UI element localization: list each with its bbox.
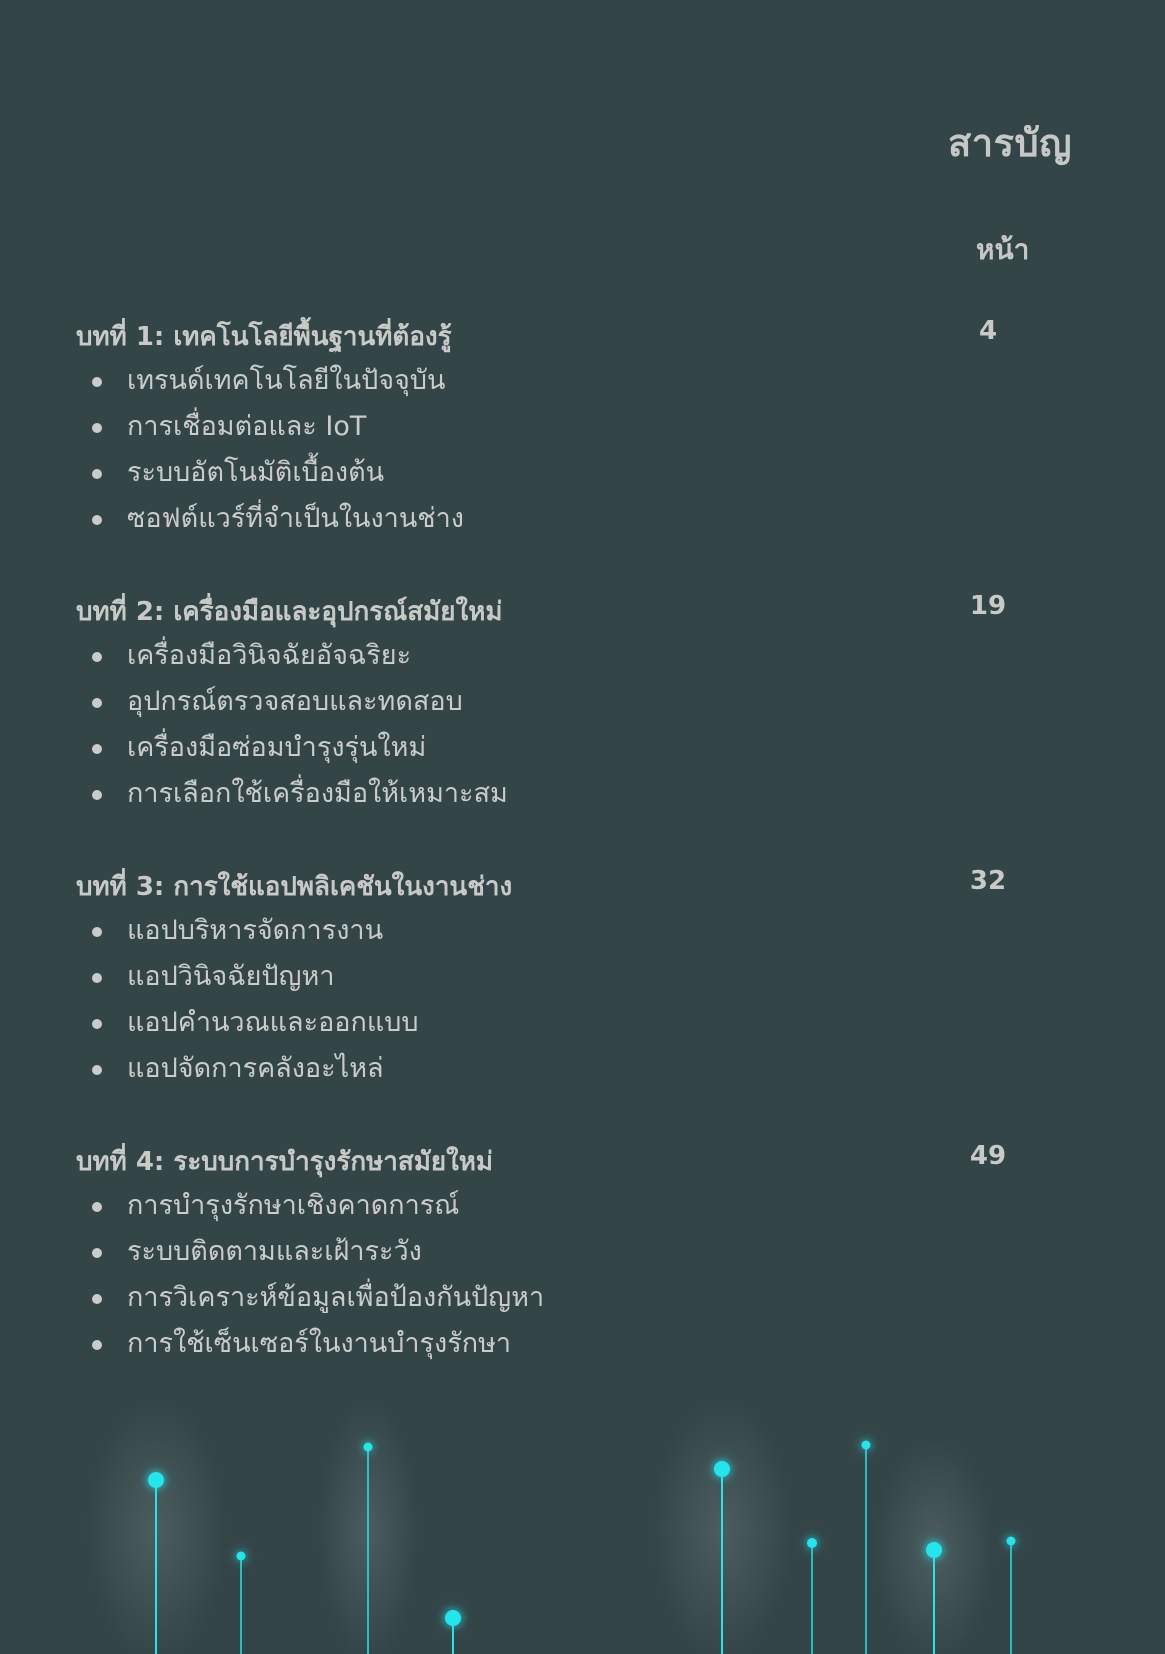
topic-list: [76, 358, 1076, 542]
bullet-icon: [92, 515, 102, 525]
table-of-contents: [76, 312, 1076, 1412]
list-item: [76, 1321, 1076, 1367]
page-title: สารบัญ: [948, 121, 1072, 165]
chapter-page-number: 4: [978, 316, 998, 346]
list-item: [76, 496, 1076, 542]
chapter-3: [76, 862, 1076, 1137]
topic-label: การเลือกใช้เครื่องมือให้เหมาะสม: [127, 778, 508, 809]
glow-line-1: [86, 1400, 226, 1654]
list-item: [76, 908, 1076, 954]
list-item: [76, 725, 1076, 771]
bullet-icon: [92, 1340, 102, 1350]
bullet-icon: [92, 1065, 102, 1075]
bullet-icon: [92, 698, 102, 708]
chapter-page-number: 49: [969, 1141, 1007, 1171]
bullet-icon: [92, 1019, 102, 1029]
list-item: [76, 1046, 1076, 1092]
topic-label: แอปคำนวณและออกแบบ: [127, 1007, 419, 1038]
topic-list: [76, 1183, 1076, 1367]
glow-line-2: [237, 1552, 246, 1654]
topic-list: [76, 908, 1076, 1092]
bullet-icon: [92, 744, 102, 754]
bullet-icon: [92, 973, 102, 983]
bullet-icon: [92, 1202, 102, 1212]
list-item: [76, 1229, 1076, 1275]
topic-label: เครื่องมือวินิจฉัยอัจฉริยะ: [127, 640, 412, 671]
topic-label: การใช้เซ็นเซอร์ในงานบำรุงรักษา: [127, 1328, 512, 1359]
chapter-title: บทที่ 2: เครื่องมือและอุปกรณ์สมัยใหม่: [76, 597, 503, 627]
chapter-heading: [76, 1137, 1076, 1183]
glow-line-4: [445, 1610, 461, 1654]
chapter-title: บทที่ 4: ระบบการบำรุงรักษาสมัยใหม่: [76, 1147, 494, 1177]
list-item: [76, 1000, 1076, 1046]
list-item: [76, 679, 1076, 725]
glow-line-6: [807, 1538, 817, 1654]
bullet-icon: [92, 790, 102, 800]
chapter-1: [76, 312, 1076, 587]
list-item: [76, 1183, 1076, 1229]
topic-label: การวิเคราะห์ข้อมูลเพื่อป้องกันปัญหา: [127, 1282, 545, 1313]
glowing-lines-decoration: [0, 1390, 1165, 1654]
topic-label: เทรนด์เทคโนโลยีในปัจจุบัน: [127, 365, 446, 396]
chapter-title: บทที่ 1: เทคโนโลยีพื้นฐานที่ต้องรู้: [76, 322, 452, 352]
list-item: [76, 771, 1076, 817]
bullet-icon: [92, 423, 102, 433]
glow-line-8: [874, 1440, 994, 1654]
topic-label: เครื่องมือซ่อมบำรุงรุ่นใหม่: [127, 732, 427, 763]
chapter-heading: [76, 312, 1076, 358]
chapter-page-number: 19: [969, 591, 1007, 621]
topic-label: การบำรุงรักษาเชิงคาดการณ์: [127, 1190, 460, 1221]
topic-label: แอปบริหารจัดการงาน: [127, 915, 384, 946]
list-item: [76, 358, 1076, 404]
chapter-4: [76, 1137, 1076, 1412]
topic-label: แอปวินิจฉัยปัญหา: [127, 961, 335, 992]
bullet-icon: [92, 1248, 102, 1258]
list-item: [76, 633, 1076, 679]
bullet-icon: [92, 377, 102, 387]
list-item: [76, 1275, 1076, 1321]
bullet-icon: [92, 1294, 102, 1304]
chapter-heading: [76, 862, 1076, 908]
list-item: [76, 404, 1076, 450]
bullet-icon: [92, 652, 102, 662]
list-item: [76, 954, 1076, 1000]
topic-label: ซอฟต์แวร์ที่จำเป็นในงานช่าง: [127, 503, 464, 534]
topic-label: อุปกรณ์ตรวจสอบและทดสอบ: [127, 686, 463, 717]
chapter-2: [76, 587, 1076, 862]
glow-line-5: [652, 1400, 792, 1654]
glow-line-7: [862, 1441, 871, 1654]
bullet-icon: [92, 469, 102, 479]
glow-line-3: [318, 1400, 418, 1654]
topic-list: [76, 633, 1076, 817]
chapter-heading: [76, 587, 1076, 633]
bullet-icon: [92, 927, 102, 937]
list-item: [76, 450, 1076, 496]
chapter-title: บทที่ 3: การใช้แอปพลิเคชันในงานช่าง: [76, 872, 513, 902]
topic-label: ระบบติดตามและเฝ้าระวัง: [127, 1236, 422, 1267]
glow-line-9: [1007, 1537, 1016, 1654]
page-column-label: หน้า: [976, 233, 1030, 266]
topic-label: แอปจัดการคลังอะไหล่: [127, 1053, 384, 1084]
topic-label: การเชื่อมต่อและ IoT: [127, 411, 367, 442]
chapter-page-number: 32: [969, 866, 1007, 896]
topic-label: ระบบอัตโนมัติเบื้องต้น: [127, 457, 385, 488]
